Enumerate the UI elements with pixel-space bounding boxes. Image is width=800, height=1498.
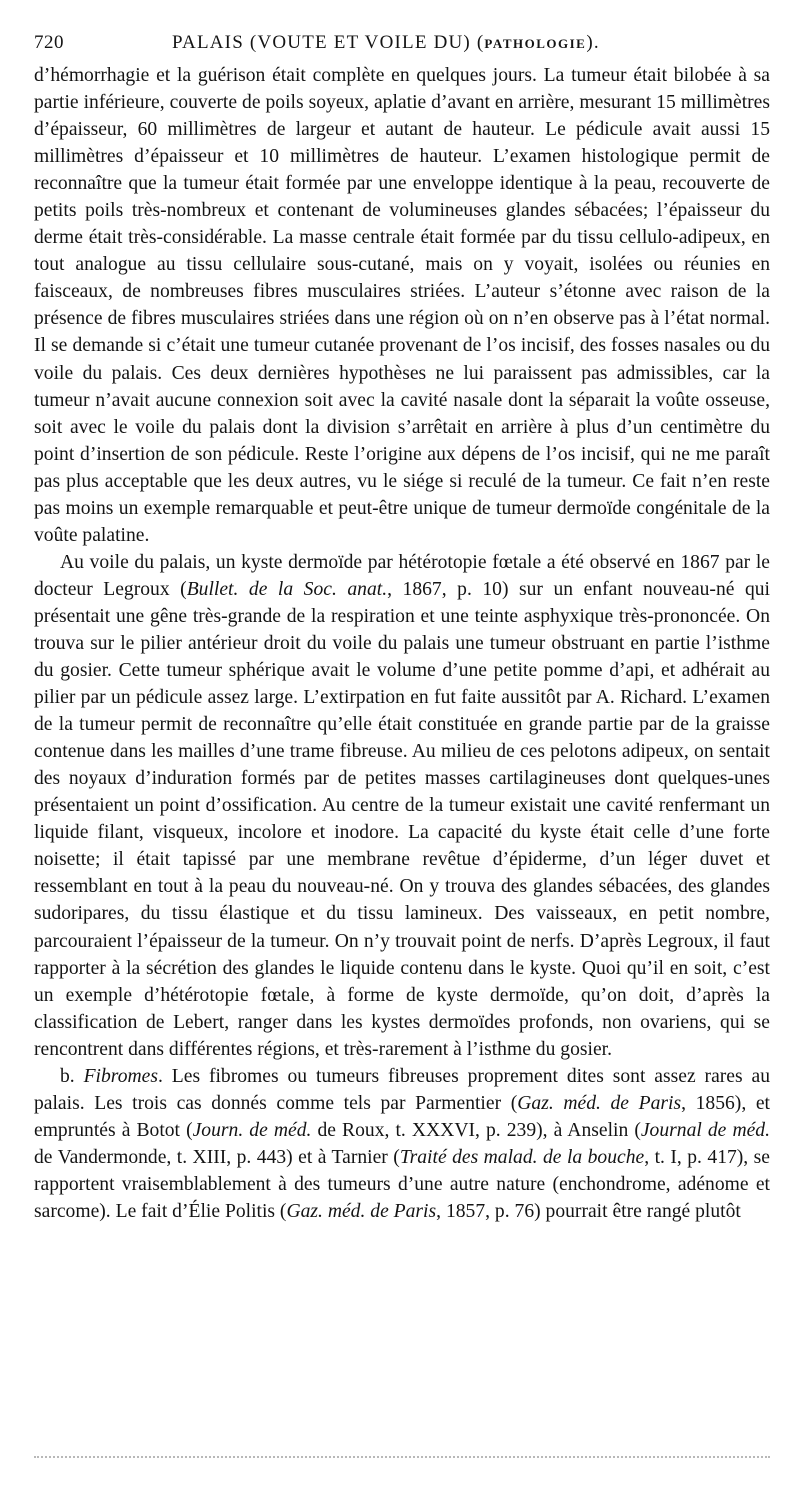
paragraph-text: . Les fibromes ou tumeurs fibreuses proprement dites sont assez rares au palais. Les trois cas donnés comme tels par Parmentier ( [34, 1065, 770, 1114]
running-head [172, 32, 600, 54]
paragraph-continued: d’hémorrhagie et la guérison était complète en quelques jours. La tumeur était bilobée à sa partie inférieure, couverte de poils soyeux, aplatie d’avant en arrière, mesurant 15 millimètres d’épaisseur, 60 millimètres de largeur et autant de hauteur. Le pédicule avait aussi 15 millimètres d’épaisseur et 10 millimètres de hauteur. L’examen histologique permit de reconnaître que la tumeur était formée par une enveloppe identique à la peau, recouverte de petits poils très-nombreux et contenant de volumineuses glandes sébacées; l’épaisseur du derme était très-considérable. La masse centrale était formée par du tissu cellulo-adipeux, en tout analogue au tissu cellulaire sous-cutané, mais on y voyait, isolées ou réunies en faisceaux, de nombreuses fibres musculaires striées. L’auteur s’étonne avec raison de la présence de fibres musculaires striées dans une région où on n’en observe pas à l’état normal. Il se demande si c’était une tumeur cutanée provenant de l’os incisif, des fosses nasales ou du voile du palais. Ces deux dernières hypothèses ne lui paraissent pas admissibles, car la tumeur n’avait aucune connexion soit avec la cavité nasale dont la séparait la voûte osseuse, soit avec le voile du palais dont la division s’arrêtait en arrière à plus d’un centimètre du point d’insertion de son pédicule. Reste l’origine aux dépens de l’os incisif, qui ne me paraît pas plus acceptable que les deux autres, vu le siége si reculé de la tumeur. Ce fait n’en reste pas moins un exemple remarquable et peut-être unique de tumeur dermoïde congénitale de la voûte palatine. [34, 65, 770, 546]
paragraph-text: de Roux, t. XXXVI, p. 239), à Anselin ( [311, 1119, 641, 1141]
running-head-section: PATHOLOGIE [484, 36, 587, 51]
section-letter: b. [60, 1065, 84, 1087]
paragraph-text: de Vandermonde, t. XIII, p. 443) et à Tarnier ( [34, 1146, 400, 1168]
page-number: 720 [34, 32, 64, 53]
running-head-end: ). [586, 32, 600, 53]
paragraph-text: , t. I, p. 417), se rapportent vraisemblablement à des tumeurs d’une autre nature (enchondrome, adénome et sarcome). Le fait d’Élie Politis ( [34, 1146, 770, 1222]
page-header [34, 28, 770, 58]
paragraph-text: Au voile du palais, un kyste dermoïde par hétérotopie fœtale a été observé en 1867 par le docteur Legroux ( [34, 551, 770, 600]
reference-title: Bullet. de la Soc. anat. [186, 578, 388, 600]
body-text [34, 62, 770, 1225]
reference-title: Journal de méd. [640, 1119, 770, 1141]
reference-title: Traité des malad. de la bouche [399, 1146, 645, 1168]
reference-title: Gaz. méd. de Paris [517, 1092, 682, 1114]
running-head-title: PALAIS (VOUTE ET VOILE DU) ( [172, 32, 485, 53]
section-heading: Fibromes [83, 1065, 158, 1087]
book-page [34, 28, 770, 1225]
paragraph-kyste-dermoide [34, 549, 770, 1063]
reference-title: Journ. de méd. [192, 1119, 312, 1141]
paragraph-text: , 1857, p. 76) pourrait être rangé plutôt [436, 1200, 741, 1222]
reference-title: Gaz. méd. de Paris [286, 1200, 437, 1222]
paragraph-text: , 1856), et empruntés à Botot ( [34, 1092, 770, 1141]
bottom-rule [34, 1456, 770, 1458]
paragraph-fibromes [34, 1063, 770, 1225]
paragraph-text: , 1867, p. 10) sur un enfant nouveau-né qui présentait une gêne très-grande de la respiration et une teinte asphyxique très-prononcée. On trouva sur le pilier antérieur droit du voile du palais une tumeur obstruant en partie l’isthme du gosier. Cette tumeur sphérique avait le volume d’une petite pomme d’api, et adhérait au pilier par un pédicule assez large. L’extirpation en fut faite aussitôt par A. Richard. L’examen de la tumeur permit de reconnaître qu’elle était constituée en grande partie par de la graisse contenue dans les mailles d’une trame fibreuse. Au milieu de ces pelotons adipeux, on sentait des noyaux d’induration formés par de petites masses cartilagineuses dont quelques-unes présentaient un point d’ossification. Au centre de la tumeur existait une cavité renfermant un liquide filant, visqueux, incolore et inodore. La capacité du kyste était celle d’une forte noisette; il était tapissé par une membrane revêtue d’épiderme, d’un léger duvet et ressemblant en tout à la peau du nouveau-né. On y trouva des glandes sébacées, des glandes sudoripares, du tissu élastique et du tissu lamineux. Des vaisseaux, en petit nombre, parcouraient l’épaisseur de la tumeur. On n’y trouvait point de nerfs. D’après Legroux, il faut rapporter à la sécrétion des glandes le liquide contenu dans le kyste. Quoi qu’il en soit, c’est un exemple d’hétérotopie fœtale, à forme de kyste dermoïde, qu’on doit, d’après la classification de Lebert, ranger dans les kystes dermoïdes profonds, non ovariens, qui se rencontrent dans différentes régions, et très-rarement à l’isthme du gosier. [34, 578, 770, 1060]
